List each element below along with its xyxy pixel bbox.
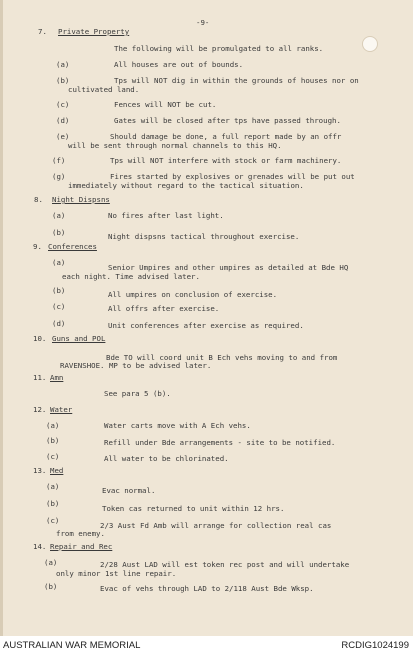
s9b-text: All umpires on conclusion of exercise. — [108, 290, 278, 299]
punch-hole — [362, 36, 378, 52]
s7-number: 7. — [38, 27, 47, 36]
s12a-label: (a) — [46, 421, 60, 430]
s10-text-2: RAVENSHOE. MP to be advised later. — [60, 361, 212, 370]
s7g-text-2: immediately without regard to the tactical situation. — [68, 181, 304, 190]
s8-number: 8. — [34, 195, 43, 204]
s13-heading: Med — [50, 466, 64, 475]
s14b-text: Evac of vehs through LAD to 2/118 Aust Bde Wksp. — [100, 584, 314, 593]
s14a-text-2: only minor 1st line repair. — [56, 569, 177, 578]
s7e-text-1: Should damage be done, a full report made by an offr — [110, 132, 342, 141]
s9c-text: All offrs after exercise. — [108, 304, 220, 313]
s9b-label: (b) — [52, 286, 66, 295]
s12c-text: All water to be chlorinated. — [104, 454, 229, 463]
s9-number: 9. — [33, 242, 42, 251]
s7f-text: Tps will NOT interfere with stock or farm machinery. — [110, 156, 342, 165]
footer-institution: AUSTRALIAN WAR MEMORIAL — [3, 640, 141, 651]
s9d-text: Unit conferences after exercise as required. — [108, 321, 304, 330]
s8-heading: Night Dispsns — [52, 195, 110, 204]
s14a-text-1: 2/28 Aust LAD will est token rec post and will undertake — [100, 560, 350, 569]
page-number: -9- — [196, 18, 210, 27]
s11-number: 11. — [33, 373, 47, 382]
s12b-text: Refill under Bde arrangements - site to be notified. — [104, 438, 336, 447]
s7c-text: Fences will NOT be cut. — [114, 100, 217, 109]
s13a-text: Evac normal. — [102, 486, 156, 495]
s7e-text-2: will be sent through normal channels to this HQ. — [68, 141, 282, 150]
s11-heading: Amn — [50, 373, 64, 382]
s10-text-1: Bde TO will coord unit B Ech vehs moving to and from — [106, 353, 338, 362]
s14-heading: Repair and Rec — [50, 542, 113, 551]
s7f-label: (f) — [52, 156, 66, 165]
s14a-label: (a) — [44, 558, 58, 567]
s13c-label: (c) — [46, 516, 60, 525]
s7a-label: (a) — [56, 60, 70, 69]
s9a-text-2: each night. Time advised later. — [62, 272, 200, 281]
s12-heading: Water — [50, 405, 73, 414]
s13c-text-1: 2/3 Aust Fd Amb will arrange for collection real cas — [100, 521, 332, 530]
s7a-text: All houses are out of bounds. — [114, 60, 244, 69]
s8a-label: (a) — [52, 211, 66, 220]
s7e-label: (e) — [56, 132, 70, 141]
s14b-label: (b) — [44, 582, 58, 591]
s7g-label: (g) — [52, 172, 66, 181]
s8b-text: Night dispsns tactical throughout exercise. — [108, 232, 300, 241]
s7d-label: (d) — [56, 116, 70, 125]
s7d-text: Gates will be closed after tps have passed through. — [114, 116, 341, 125]
s7-heading: Private Property — [58, 27, 130, 36]
s7-intro: The following will be promulgated to all ranks. — [114, 44, 324, 53]
s12-number: 12. — [33, 405, 47, 414]
page-fold-edge — [0, 0, 3, 636]
s12c-label: (c) — [46, 452, 60, 461]
archive-footer — [0, 636, 413, 654]
s10-number: 10. — [33, 334, 47, 343]
s8a-text: No fires after last light. — [108, 211, 224, 220]
s7b-text-1: Tps will NOT dig in within the grounds of houses nor on — [114, 76, 359, 85]
s7c-label: (c) — [56, 100, 70, 109]
s9-heading: Conferences — [48, 242, 97, 251]
s11-text: See para 5 (b). — [104, 389, 171, 398]
s9a-label: (a) — [52, 258, 66, 267]
s10-heading: Guns and POL — [52, 334, 106, 343]
s7b-text-2: cultivated land. — [68, 85, 140, 94]
s9d-label: (d) — [52, 319, 66, 328]
s13b-text: Token cas returned to unit within 12 hrs. — [102, 504, 285, 513]
s8b-label: (b) — [52, 228, 66, 237]
footer-record-id: RCDIG1024199 — [341, 640, 409, 651]
s9c-label: (c) — [52, 302, 66, 311]
s13b-label: (b) — [46, 499, 60, 508]
s13-number: 13. — [33, 466, 47, 475]
s9a-text-1: Senior Umpires and other umpires as detailed at Bde HQ — [108, 263, 349, 272]
s13a-label: (a) — [46, 482, 60, 491]
s7b-label: (b) — [56, 76, 70, 85]
s12a-text: Water carts move with A Ech vehs. — [104, 421, 251, 430]
s13c-text-2: from enemy. — [56, 529, 105, 538]
s14-number: 14. — [33, 542, 47, 551]
s12b-label: (b) — [46, 436, 60, 445]
s7g-text-1: Fires started by explosives or grenades will be put out — [110, 172, 355, 181]
